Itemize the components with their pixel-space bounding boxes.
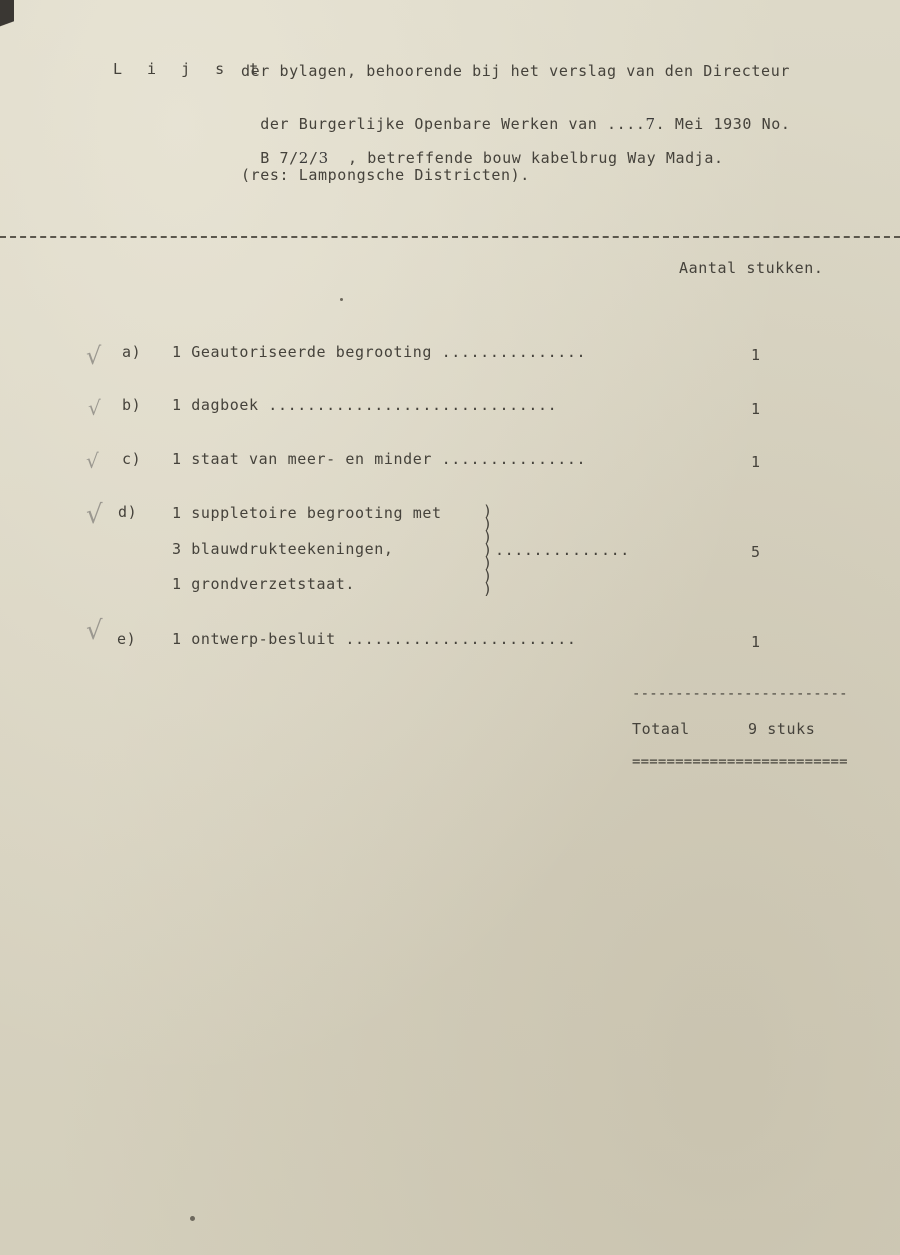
item-description: 1 ontwerp-besluit ........................ <box>172 630 577 648</box>
item-count: 1 <box>751 453 761 471</box>
item-count: 5 <box>751 543 761 561</box>
check-mark-icon: √ <box>86 449 99 473</box>
header-line-2-suffix: . Mei 1930 No. <box>655 115 791 133</box>
header-line-1: der bylagen, behoorende bij het verslag van den Directeur <box>241 62 790 80</box>
item-letter: a) <box>122 343 142 361</box>
item-letter: e) <box>117 630 137 648</box>
check-mark-icon: √ <box>86 342 102 370</box>
item-dots: .............. <box>495 541 630 559</box>
handwritten-ref-2: 2 <box>298 149 309 167</box>
header-line-2 <box>241 97 791 133</box>
item-count: 1 <box>751 633 761 651</box>
item-description-line: 1 suppletoire begrooting met <box>172 504 442 522</box>
check-mark-icon: √ <box>88 396 101 420</box>
dashed-divider <box>0 236 900 238</box>
closing-brace: ) ) ) ) ) ) ) <box>483 502 493 598</box>
document-title-lijst: L i j s t <box>113 60 267 78</box>
item-count: 1 <box>751 346 761 364</box>
header-line-3-suffix: , betreffende bouw kabelbrug Way Madja. <box>328 149 724 167</box>
item-description: 1 dagboek .............................. <box>172 396 558 414</box>
total-dashed-line: ------------------------- <box>632 686 848 702</box>
item-letter: d) <box>118 503 138 521</box>
ref-separator: / <box>308 149 319 167</box>
item-description-line: 3 blauwdrukteekeningen, <box>172 540 394 558</box>
check-mark-icon: √ <box>86 500 103 530</box>
total-value: 9 stuks <box>748 720 816 738</box>
header-line-2-prefix: der Burgerlijke Openbare Werken van .... <box>260 115 646 133</box>
check-mark-icon: √ <box>86 616 103 646</box>
paper-speck <box>340 298 343 301</box>
handwritten-day: 7 <box>645 115 656 133</box>
total-double-line: ========================= <box>632 754 848 770</box>
item-description-line: 1 grondverzetstaat. <box>172 575 355 593</box>
header-line-3 <box>241 131 724 167</box>
paper-edge-shadow <box>0 0 14 60</box>
item-letter: c) <box>122 450 142 468</box>
item-count: 1 <box>751 400 761 418</box>
handwritten-ref-3: 3 <box>318 149 329 167</box>
item-description: 1 Geautoriseerde begrooting ............... <box>172 343 587 361</box>
total-label: Totaal <box>632 720 690 738</box>
count-column-header: Aantal stukken. <box>679 259 824 277</box>
header-line-4: (res: Lampongsche Districten). <box>241 166 530 184</box>
ref-prefix: B 7/ <box>260 149 299 167</box>
paper-speck <box>190 1216 195 1221</box>
item-letter: b) <box>122 396 142 414</box>
item-description: 1 staat van meer- en minder ............... <box>172 450 587 468</box>
